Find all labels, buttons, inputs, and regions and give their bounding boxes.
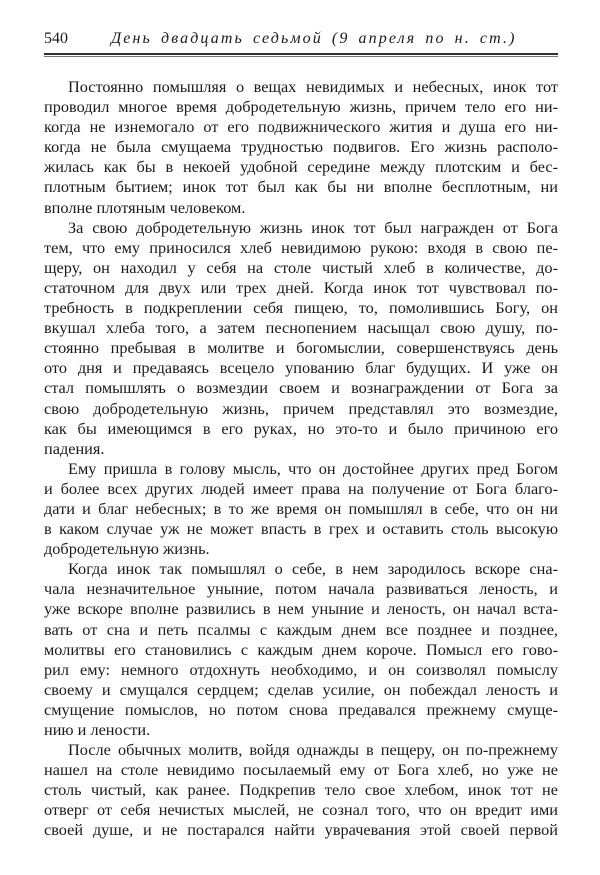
- text-line: своему и смущался сердцем; сделав усилие, он побеждал леность и: [44, 679, 558, 699]
- text-line: нашел на столе невидимо посылаемый ему от Бога хлеб, но уже не: [44, 760, 558, 780]
- text-line: смущение помыслов, но потом снова предавался прежнему смуще-: [44, 699, 558, 719]
- text-line: когда не была смущаема трудностью подвигов. Его жизнь располо-: [44, 137, 558, 157]
- running-title: День двадцать седьмой (9 апреля по н. ст.): [111, 30, 517, 47]
- text-line: нию и лености.: [44, 720, 151, 739]
- text-line: рил ему: немного отдохнуть необходимо, и он соизволял помыслу: [44, 659, 558, 679]
- header-rule: [44, 53, 558, 55]
- paragraph: [44, 559, 558, 740]
- text-line: проводил многое время добродетельную жизнь, причем тело его ни-: [44, 97, 558, 117]
- paragraph: [44, 77, 558, 218]
- text-line: стал помышлять о возмездии своем и вознаграждении от Бога за: [44, 378, 558, 398]
- page-header: [44, 30, 558, 52]
- text-line: стоянно пребывая в молитве и богомыслии, совершенствуясь день: [44, 338, 558, 358]
- paragraph: [44, 459, 558, 559]
- text-line: Когда инок так помышлял о себе, в нем зародилось вскоре сна-: [68, 559, 558, 579]
- text-line: требность в подкреплении себя пищею, то, помолившись Богу, он: [44, 298, 558, 318]
- text-line: вполне плотяным человеком.: [44, 197, 246, 217]
- text-line: вкушал хлеба того, а затем песнопением насыщал свою душу, по-: [44, 318, 558, 338]
- text-line: своей душе, и не постарался найти уврачевания этой своей первой: [44, 820, 558, 840]
- text-line: как бы имеющимся в его руках, но это-то и было причиною его: [44, 418, 558, 438]
- text-line: Ему пришла в голову мысль, что он достойнее других пред Богом: [68, 458, 558, 478]
- text-line: Постоянно помышляя о вещах невидимых и небесных, инок тот: [68, 77, 558, 96]
- text-line: отверг от себя нечистых мыслей, не сознал того, что он вредит ими: [44, 800, 558, 820]
- text-line: свою добродетельную жизнь, причем представлял это возмездие,: [44, 398, 558, 418]
- text-line: плотным бытием; инок тот был как бы ни вполне бесплотным, ни: [44, 177, 558, 197]
- header-rule-thin: [44, 56, 558, 57]
- text-line: в каком случае уж не может впасть в грех и оставить столь высокую: [44, 519, 558, 539]
- paragraph: [44, 740, 558, 840]
- page-body: [44, 77, 558, 841]
- text-line: когда не изнемогало от его подвижнического жития и душа его ни-: [44, 117, 558, 137]
- text-line: молитвы его становились с каждым днем короче. Помысл его гово-: [44, 639, 558, 659]
- text-line: статочном для двух или трех дней. Когда инок тот чувствовал по-: [44, 277, 558, 297]
- text-line: добродетельную жизнь.: [44, 539, 210, 559]
- text-line: столь чистый, как ранее. Подкрепив тело свое хлебом, инок тот не: [44, 780, 558, 800]
- text-line: щеру, он находил у себя на столе чистый хлеб в количестве, до-: [44, 257, 558, 277]
- text-line: уже вскоре вполне развились в нем уныние и леность, он начал вста-: [44, 599, 558, 619]
- page-number: 540: [44, 30, 68, 47]
- text-line: дати и благ небесных; в то же время он помышлял в себе, что он ни: [44, 498, 558, 518]
- text-line: жилась как бы в некоей удобной середине между плотским и бес-: [44, 157, 558, 177]
- text-line: За свою добродетельную жизнь инок тот был награжден от Бога: [68, 217, 558, 237]
- text-line: После обычных молитв, войдя однажды в пещеру, он по-прежнему: [68, 740, 558, 760]
- text-line: чала незначительное уныние, потом начала развиваться леность, и: [44, 579, 558, 599]
- text-line: падения.: [44, 438, 105, 458]
- paragraph: [44, 218, 558, 459]
- text-line: вать от сна и петь псалмы с каждым днем все позднее и позднее,: [44, 619, 558, 639]
- text-line: ото дня и предаваясь всецело упованию благ будущих. И уже он: [44, 358, 558, 378]
- text-line: тем, что ему приносился хлеб невидимою рукою: входя в свою пе-: [44, 237, 558, 257]
- text-line: и более всех других людей имеет права на получение от Бога благо-: [44, 478, 558, 498]
